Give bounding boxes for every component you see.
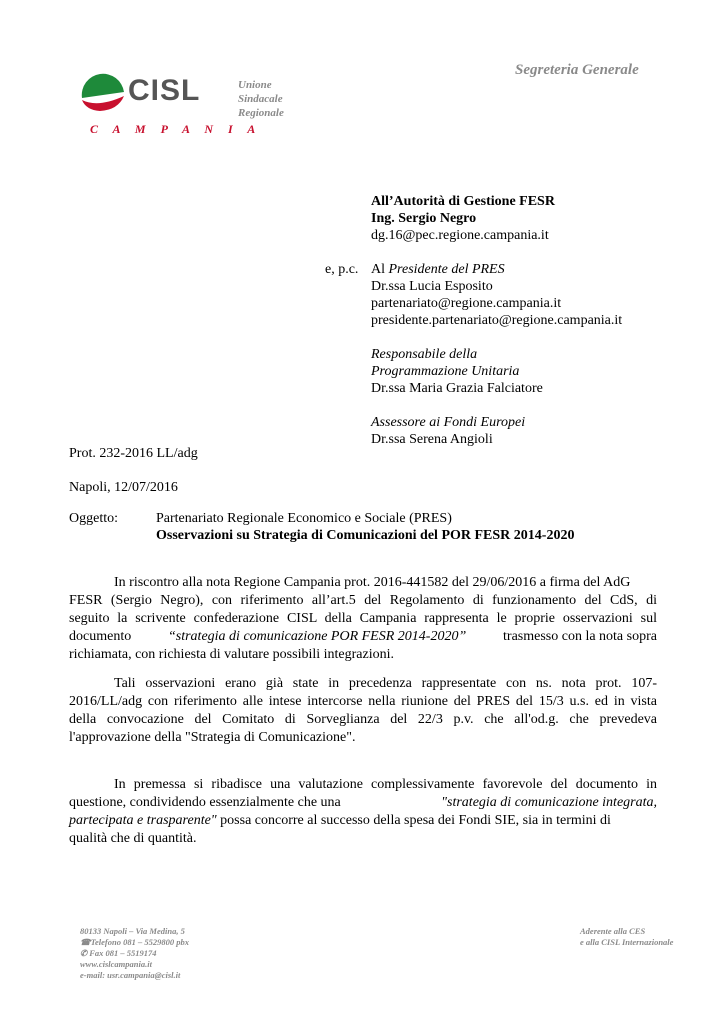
p3-line-1: In premessa si ribadisce una valutazione complessivamente favorevole del documento in bbox=[114, 777, 657, 792]
segreteria-label: Segreteria Generale bbox=[515, 62, 639, 78]
protocol-number: Prot. 232-2016 LL/adg bbox=[69, 446, 198, 461]
p2-line-1: Tali osservazioni erano già state in precedenza rappresentate con ns. nota prot. 107- bbox=[114, 676, 657, 691]
footer-ces: Aderente alla CES bbox=[580, 926, 646, 936]
p3-line-3 bbox=[69, 812, 657, 830]
cc-assessore: Assessore ai Fondi Europei bbox=[371, 415, 526, 430]
p2-line-4: l'approvazione della "Strategia di Comunicazione". bbox=[69, 730, 356, 745]
recipient-email: dg.16@pec.regione.campania.it bbox=[371, 228, 549, 243]
p1-line-2: FESR (Sergio Negro), con riferimento all’art.5 del Regolamento di funzionamento del CdS, di bbox=[69, 593, 657, 608]
footer-right bbox=[580, 926, 673, 948]
recipient-block bbox=[371, 193, 711, 244]
footer-address: 80133 Napoli – Via Medina, 5 bbox=[80, 926, 185, 936]
paragraph-2 bbox=[69, 675, 657, 747]
fax-icon: ✆ bbox=[80, 948, 90, 958]
union-line-2: Sindacale bbox=[238, 93, 283, 105]
footer-left bbox=[80, 926, 189, 981]
logo-text: CISL bbox=[128, 74, 201, 107]
union-line-1: Unione bbox=[238, 79, 272, 91]
epc-label: e, p.c. bbox=[325, 262, 359, 277]
p1-line-1: In riscontro alla nota Regione Campania prot. 2016-441582 del 29/06/2016 a firma del AdG bbox=[114, 575, 631, 590]
p1-line-4 bbox=[69, 628, 657, 646]
footer-cisl-int: e alla CISL Internazionale bbox=[580, 937, 674, 947]
cc-presidente-title: Presidente del PRES bbox=[388, 262, 505, 277]
footer-tel-row bbox=[80, 937, 189, 948]
p2-line-3: della convocazione del Comitato di Sorveglianza del 22/3 p.v. che all'od.g. che prevedeva bbox=[69, 712, 657, 727]
p3-line-2-a: questione, condividendo essenzialmente che una bbox=[69, 795, 341, 810]
p1-line-4-a: documento bbox=[69, 629, 132, 644]
recipient-line-1: All’Autorità di Gestione FESR bbox=[371, 194, 555, 209]
p3-line-3-b: possa concorre al successo della spesa dei Fondi SIE, sia in termini di bbox=[220, 813, 611, 828]
p3-line-3-quote: partecipata e trasparente" bbox=[69, 813, 217, 828]
p1-line-3: seguito la scrivente confederazione CISL della Campania rappresenta le proprie osservazioni sul bbox=[69, 611, 657, 626]
p1-line-4-c: trasmesso con la nota sopra bbox=[503, 629, 657, 644]
cc-resp-1: Responsabile della bbox=[371, 347, 478, 362]
cc-esposito: Dr.ssa Lucia Esposito bbox=[371, 279, 493, 294]
recipient-line-2: Ing. Sergio Negro bbox=[371, 211, 477, 226]
p3-line-4: qualità che di quantità. bbox=[69, 831, 197, 846]
footer-fax: Fax 081 – 5519174 bbox=[89, 948, 157, 958]
cc-block bbox=[371, 261, 711, 448]
paragraph-3 bbox=[69, 776, 657, 848]
footer-fax-row bbox=[80, 948, 189, 959]
union-label bbox=[238, 78, 284, 120]
p3-line-2 bbox=[69, 794, 657, 812]
cc-falciatore: Dr.ssa Maria Grazia Falciatore bbox=[371, 381, 543, 396]
union-line-3: Regionale bbox=[238, 107, 284, 119]
cc-email-2: presidente.partenariato@regione.campania.it bbox=[371, 313, 623, 328]
cisl-logo-mark-icon bbox=[80, 70, 126, 112]
paragraph-1 bbox=[69, 574, 657, 664]
logo-region: C A M P A N I A bbox=[90, 122, 262, 136]
p1-line-4-quote: “strategia di comunicazione POR FESR 2014-2020” bbox=[167, 629, 467, 644]
cc-angioli: Dr.ssa Serena Angioli bbox=[371, 432, 493, 447]
oggetto-line-1: Partenariato Regionale Economico e Sociale (PRES) bbox=[156, 511, 452, 526]
cc-email-1: partenariato@regione.campania.it bbox=[371, 296, 562, 311]
p2-line-2: 2016/LL/adg con riferimento alle intese intercorse nella riunione del PRES del 15/3 u.s. ed in vista bbox=[69, 694, 657, 709]
p3-line-2-quote: "strategia di comunicazione integrata, bbox=[441, 795, 657, 810]
cc-presidente bbox=[371, 261, 711, 278]
footer-web: www.cislcampania.it bbox=[80, 959, 152, 969]
cc-al: Al bbox=[371, 262, 385, 277]
cc-resp-2: Programmazione Unitaria bbox=[371, 364, 520, 379]
p1-line-5: richiamata, con richiesta di valutare possibili integrazioni. bbox=[69, 647, 395, 662]
oggetto-block bbox=[156, 510, 696, 544]
footer-email: e-mail: usr.campania@cisl.it bbox=[80, 970, 181, 980]
footer-tel: Telefono 081 – 5529800 pbx bbox=[90, 937, 189, 947]
phone-icon: ☎ bbox=[80, 937, 91, 947]
oggetto-line-2: Osservazioni su Strategia di Comunicazioni del POR FESR 2014-2020 bbox=[156, 528, 575, 543]
letter-date: Napoli, 12/07/2016 bbox=[69, 480, 178, 495]
oggetto-label: Oggetto: bbox=[69, 511, 118, 526]
